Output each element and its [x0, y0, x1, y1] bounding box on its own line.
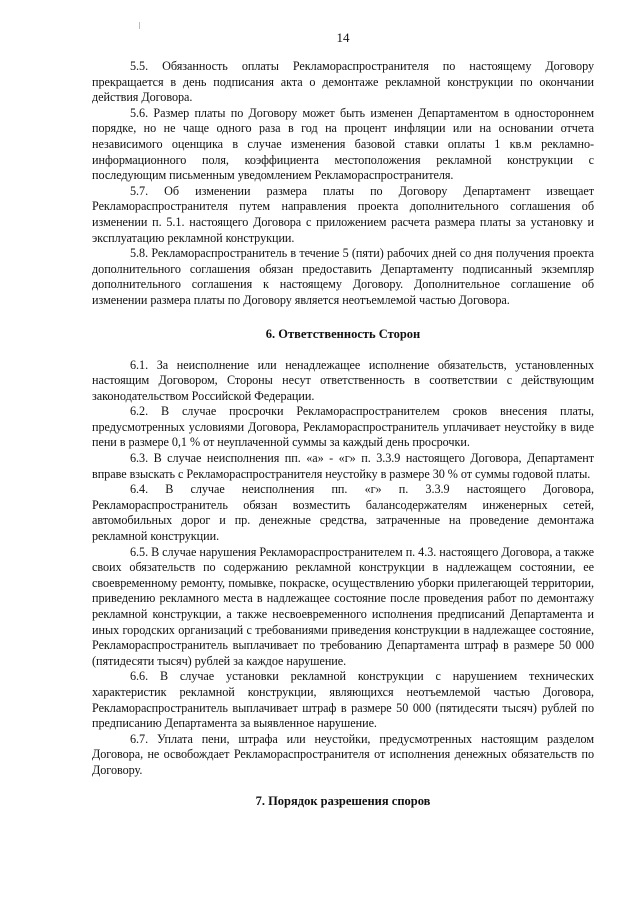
clause-6-1: 6.1. За неисполнение или ненадлежащее исполнение обязательств, установленных настоящим Договором, Стороны несут ответственность в соответствии с действующим законодательством Российской Федерации.: [92, 357, 594, 403]
section-6-body: [92, 358, 594, 779]
clause-5-7: 5.7. Об изменении размера платы по Договору Департамент извещает Рекламораспространителя путем направления проекта дополнительного соглашения об изменении п. 5.1. настоящего Договора с приложением расчета размера платы за установку и эксплуатацию рекламной конструкции.: [92, 183, 594, 245]
page-number: 14: [336, 30, 350, 45]
section-7-heading: 7. Порядок разрешения споров: [255, 793, 431, 808]
clause-6-7: 6.7. Уплата пени, штрафа или неустойки, предусмотренных настоящим разделом Договора, не освобождает Рекламораспространителя от исполнения денежных обязательств по Договору.: [92, 731, 594, 777]
scan-mark: [139, 22, 140, 29]
clause-5-5: 5.5. Обязанность оплаты Рекламораспространителя по настоящему Договору прекращается в день подписания акта о демонтаже рекламной конструкции по окончании действия Договора.: [92, 59, 594, 105]
clause-5-6: 5.6. Размер платы по Договору может быть изменен Департаментом в одностороннем порядке, но не чаще одного раза в год на процент инфляции или на основании отчета независимого оценщика в случае изменения базовой ставки оплаты 1 кв.м рекламно-информационного поля, коэффициента местоположения рекламной конструкции с последующим письменным уведомлением Рекламораспространителя.: [92, 105, 594, 183]
clause-6-6: 6.6. В случае установки рекламной конструкции с нарушением технических характеристик рекламной конструкции, являющихся неотъемлемой частью Договора, Рекламораспространитель выплачивает штраф в размере 50 000 (пятидесяти тысяч) рублей по предписанию Департамента за выявленное нарушение.: [92, 669, 594, 731]
clause-6-5: 6.5. В случае нарушения Рекламораспространителем п. 4.3. настоящего Договора, а также своих обязательств по содержанию рекламной конструкции в надлежащем состоянии, ее своевременному ремонту, помывке, покраске, осуществлению уборки прилегающей территории, приведению рекламного места в надлежащее состояние после проведения работ по демонтажу рекламной конструкции, а также несвоевременного исполнения предписаний Департамента и иных городских организаций с требованиями приведения конструкции в надлежащее состояние, Рекламораспространитель выплачивает по требованию Департамента штраф в размере 50 000 (пятидесяти тысяч) рублей за каждое нарушение.: [92, 544, 594, 668]
clause-6-3: 6.3. В случае неисполнения пп. «а» - «г» п. 3.3.9 настоящего Договора, Департамент вправе взыскать с Рекламораспространителя неустойку в размере 30 % от суммы годовой платы.: [92, 451, 594, 481]
clause-6-4: 6.4. В случае неисполнения пп. «г» п. 3.3.9 настоящего Договора, Рекламораспространитель обязан возместить балансодержателям инженерных сетей, автомобильных дорог и пр. денежные средства, затраченные на проведение демонтажа рекламной конструкции.: [92, 482, 594, 544]
section-6-heading: 6. Ответственность Сторон: [265, 326, 421, 341]
clause-5-8: 5.8. Рекламораспространитель в течение 5 (пяти) рабочих дней со дня получения проекта дополнительного соглашения обязан предоставить Департаменту подписанный экземпляр дополнительного соглашения к настоящему Договору. Дополнительное соглашение об изменении размера платы по Договору является неотъемлемой частью Договора.: [92, 246, 594, 307]
section-5-continuation: [92, 59, 594, 309]
clause-6-2: 6.2. В случае просрочки Рекламораспространителем сроков внесения платы, предусмотренных условиями Договора, Рекламораспространитель уплачивает неустойку в виде пени в размере 0,1 % от неуплаченной суммы за каждый день просрочки.: [92, 404, 594, 450]
